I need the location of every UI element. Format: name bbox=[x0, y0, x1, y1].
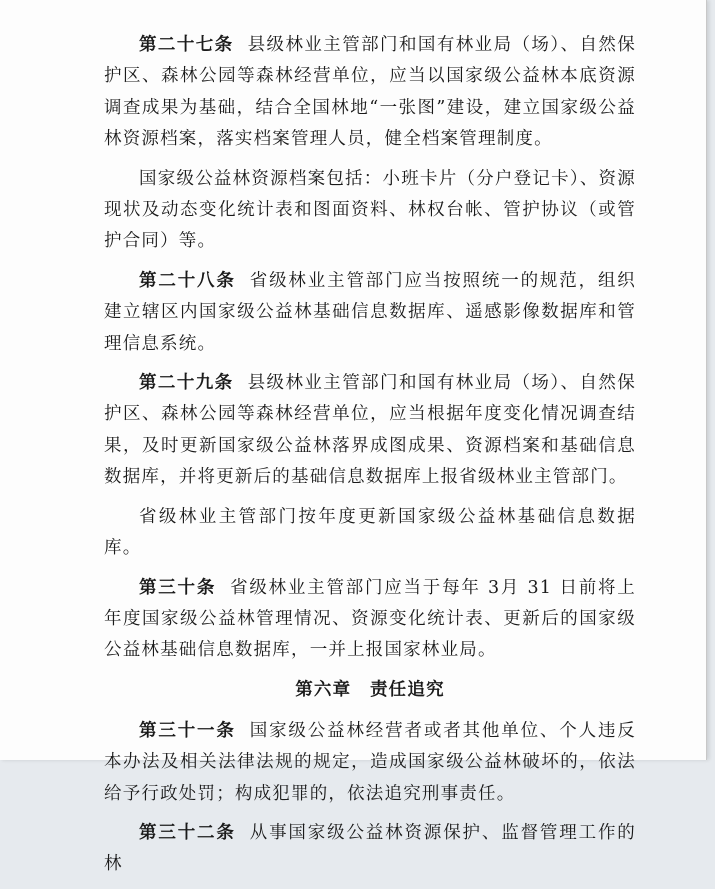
article-29 bbox=[104, 368, 636, 494]
article-text: 国家级公益林经营者或者其他单位、个人违反本办法及相关法律法规的规定，造成国家级公益林破坏的，依法给予行政处罚；构成犯罪的，依法追究刑事责任。 bbox=[104, 720, 637, 804]
chapter-heading: 第六章 责任追究 bbox=[295, 679, 445, 700]
article-31 bbox=[104, 716, 636, 810]
article-text: 县级林业主管部门和国有林业局（场）、自然保护区、森林公园等森林经营单位，应当以国家级公益林本底资源调查成果为基础，结合全国林地“一张图”建设，建立国家级公益林资源档案，落实档案管理人员，健全档案管理制度。 bbox=[104, 35, 636, 150]
article-text: 县级林业主管部门和国有林业局（场）、自然保护区、森林公园等森林经营单位，应当根据年度变化情况调查结果，及时更新国家级公益林落界成图成果、资源档案和基础信息数据库，并将更新后的基础信息数据库上报省级林业主管部门。 bbox=[104, 373, 636, 488]
article-28 bbox=[104, 266, 636, 360]
article-text: 从事国家级公益林资源保护、监督管理工作的林 bbox=[104, 822, 637, 875]
article-27 bbox=[104, 30, 636, 156]
article-label: 第三十一条 bbox=[139, 720, 236, 741]
article-label: 第二十八条 bbox=[139, 270, 236, 291]
paragraph-yearly-update: 省级林业主管部门按年度更新国家级公益林基础信息数据库。 bbox=[104, 506, 636, 559]
article-text: 省级林业主管部门应当于每年 3月 31 日前将上年度国家级公益林管理情况、资源变化统计表、更新后的国家级公益林基础信息数据库，一并上报国家林业局。 bbox=[104, 577, 636, 661]
article-label: 第三十二条 bbox=[139, 822, 236, 843]
article-label: 第三十条 bbox=[139, 577, 217, 598]
article-32 bbox=[104, 818, 636, 881]
article-label: 第二十九条 bbox=[139, 373, 234, 394]
article-text: 省级林业主管部门应当按照统一的规范，组织建立辖区内国家级公益林基础信息数据库、遥感影像数据库和管理信息系统。 bbox=[104, 270, 637, 354]
article-label: 第二十七条 bbox=[139, 35, 234, 55]
article-30 bbox=[104, 573, 636, 667]
paragraph-archive-contents: 国家级公益林资源档案包括：小班卡片（分户登记卡）、资源现状及动态变化统计表和图面资料、林权台帐、管护协议（或管护合同）等。 bbox=[104, 168, 636, 252]
